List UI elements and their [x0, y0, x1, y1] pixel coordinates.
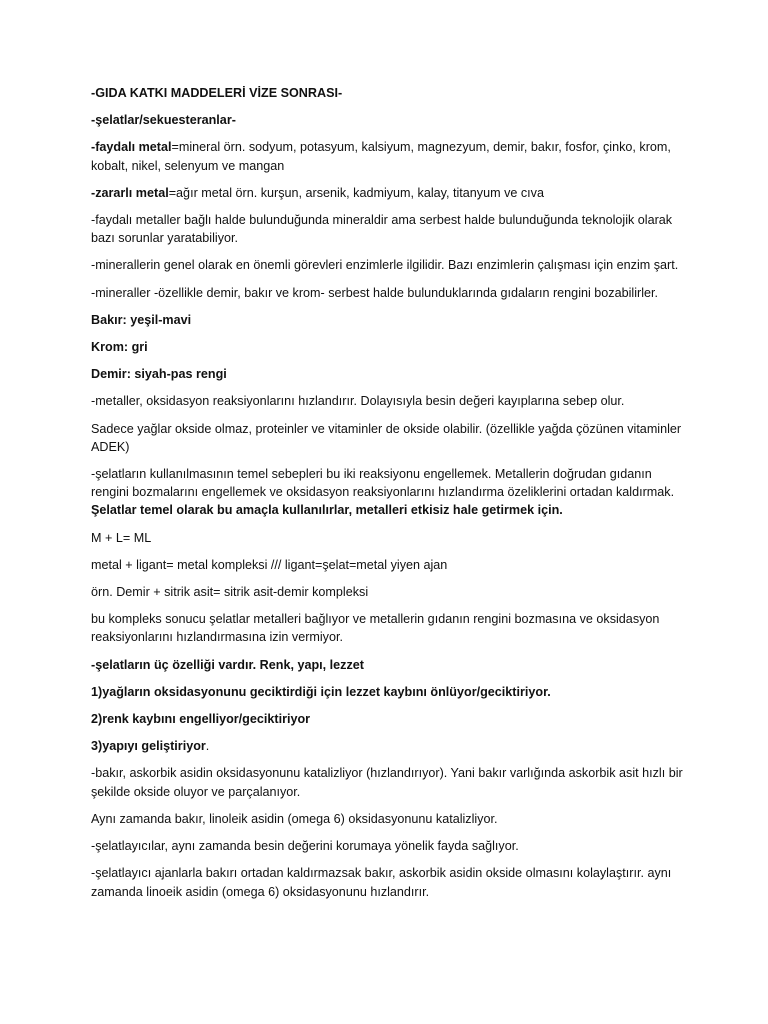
color-iron	[91, 365, 691, 383]
color-chromium-text: Krom: gri	[91, 340, 148, 355]
paragraph-13: -şelatlayıcılar, aynı zamanda besin değerini korumaya yönelik fayda sağlıyor.	[91, 839, 519, 854]
term-beneficial-metal: -faydalı metal	[91, 140, 172, 155]
paragraph-5: -mineraller -özellikle demir, bakır ve krom- serbest halde bulunduklarında gıdaların rengini bozabilirler.	[91, 285, 658, 300]
formula-2: metal + ligant= metal kompleksi /// ligant=şelat=metal yiyen ajan	[91, 557, 448, 572]
paragraph-4: -minerallerin genel olarak en önemli görevleri enzimlerle ilgilidir. Bazı enzimlerin çalışması için enzim şart.	[91, 258, 679, 273]
paragraph-8-text: -şelatların kullanılmasının temel sebepleri bu iki reaksiyonu engellemek. Metallerin doğrudan gıdanın rengini bozmalarını engellemek ve oksidasyon reaksiyonlarını hızlandırma özeliklerini ortadan kaldırmak.	[91, 467, 675, 500]
property-item-1-text: 1)yağların oksidasyonunu geciktirdiği için lezzet kaybını önlüyor/geciktiriyor.	[91, 684, 551, 699]
paragraph-8-emphasis: Şelatlar temel olarak bu amaçla kullanılırlar, metalleri etkisiz hale getirmek için.	[91, 503, 563, 518]
paragraph-14: -şelatlayıcı ajanlarla bakırı ortadan kaldırmazsak bakır, askorbik asidin okside olmasını kolaylaştırır. aynı zamanda linoeik asidin (omega 6) oksidasyonunu hızlandırır.	[91, 866, 672, 899]
example-line: örn. Demir + sitrik asit= sitrik asit-demir kompleksi	[91, 585, 369, 600]
property-item-3-period: .	[205, 739, 210, 754]
paragraph-12: Aynı zamanda bakır, linoleik asidin (omega 6) oksidasyonunu katalizliyor.	[91, 811, 498, 826]
color-copper-text: Bakır: yeşil-mavi	[91, 312, 192, 327]
color-iron-text: Demir: siyah-pas rengi	[91, 367, 227, 382]
paragraph-harmful-metal	[91, 184, 691, 202]
document-body	[91, 84, 691, 910]
property-item-3-text: 3)yapıyı geliştiriyor	[91, 739, 206, 754]
paragraph-9: bu kompleks sonucu şelatlar metalleri bağlıyor ve metallerin gıdanın rengini bozmasına ve oksidasyon reaksiyonlarını hızlandırmasına izin vermiyor.	[91, 612, 660, 645]
definition-harmful-metal: =ağır metal örn. kurşun, arsenik, kadmiyum, kalay, titanyum ve cıva	[168, 185, 544, 200]
property-item-3	[91, 737, 691, 755]
section-heading-text: -şelatlar/sekuesteranlar-	[91, 113, 236, 128]
paragraph-3: -faydalı metaller bağlı halde bulunduğunda mineraldir ama serbest halde bulunduğunda teknolojik olarak bazı sorunlar yaratabiliyor.	[91, 213, 673, 246]
paragraph-8	[91, 465, 691, 520]
paragraph-beneficial-metal	[91, 138, 691, 174]
property-item-1	[91, 683, 691, 701]
section-heading	[91, 111, 691, 129]
property-item-2	[91, 710, 691, 728]
definition-beneficial-metal: =mineral örn. sodyum, potasyum, kalsiyum, magnezyum, demir, bakır, fosfor, çinko, krom, kobalt, nikel, selenyum ve mangan	[91, 140, 671, 173]
title-text: -GIDA KATKI MADDELERİ VİZE SONRASI-	[91, 86, 343, 100]
properties-heading	[91, 656, 691, 674]
color-copper	[91, 311, 691, 329]
term-harmful-metal: -zararlı metal	[91, 185, 169, 200]
properties-heading-text: -şelatların üç özelliği vardır. Renk, yapı, lezzet	[91, 657, 364, 672]
paragraph-7: Sadece yağlar okside olmaz, proteinler ve vitaminler de okside olabilir. (özellikle yağda çözünen vitaminler ADEK)	[91, 421, 682, 454]
document-title	[91, 84, 691, 102]
formula-1: M + L= ML	[91, 530, 152, 545]
color-chromium	[91, 338, 691, 356]
property-item-2-text: 2)renk kaybını engelliyor/geciktiriyor	[91, 712, 311, 727]
paragraph-11: -bakır, askorbik asidin oksidasyonunu katalizliyor (hızlandırıyor). Yani bakır varlığında askorbik asit hızlı bir şekilde okside oluyor ve parçalanıyor.	[91, 766, 683, 799]
paragraph-6: -metaller, oksidasyon reaksiyonlarını hızlandırır. Dolayısıyla besin değeri kayıplarına sebep olur.	[91, 394, 625, 409]
